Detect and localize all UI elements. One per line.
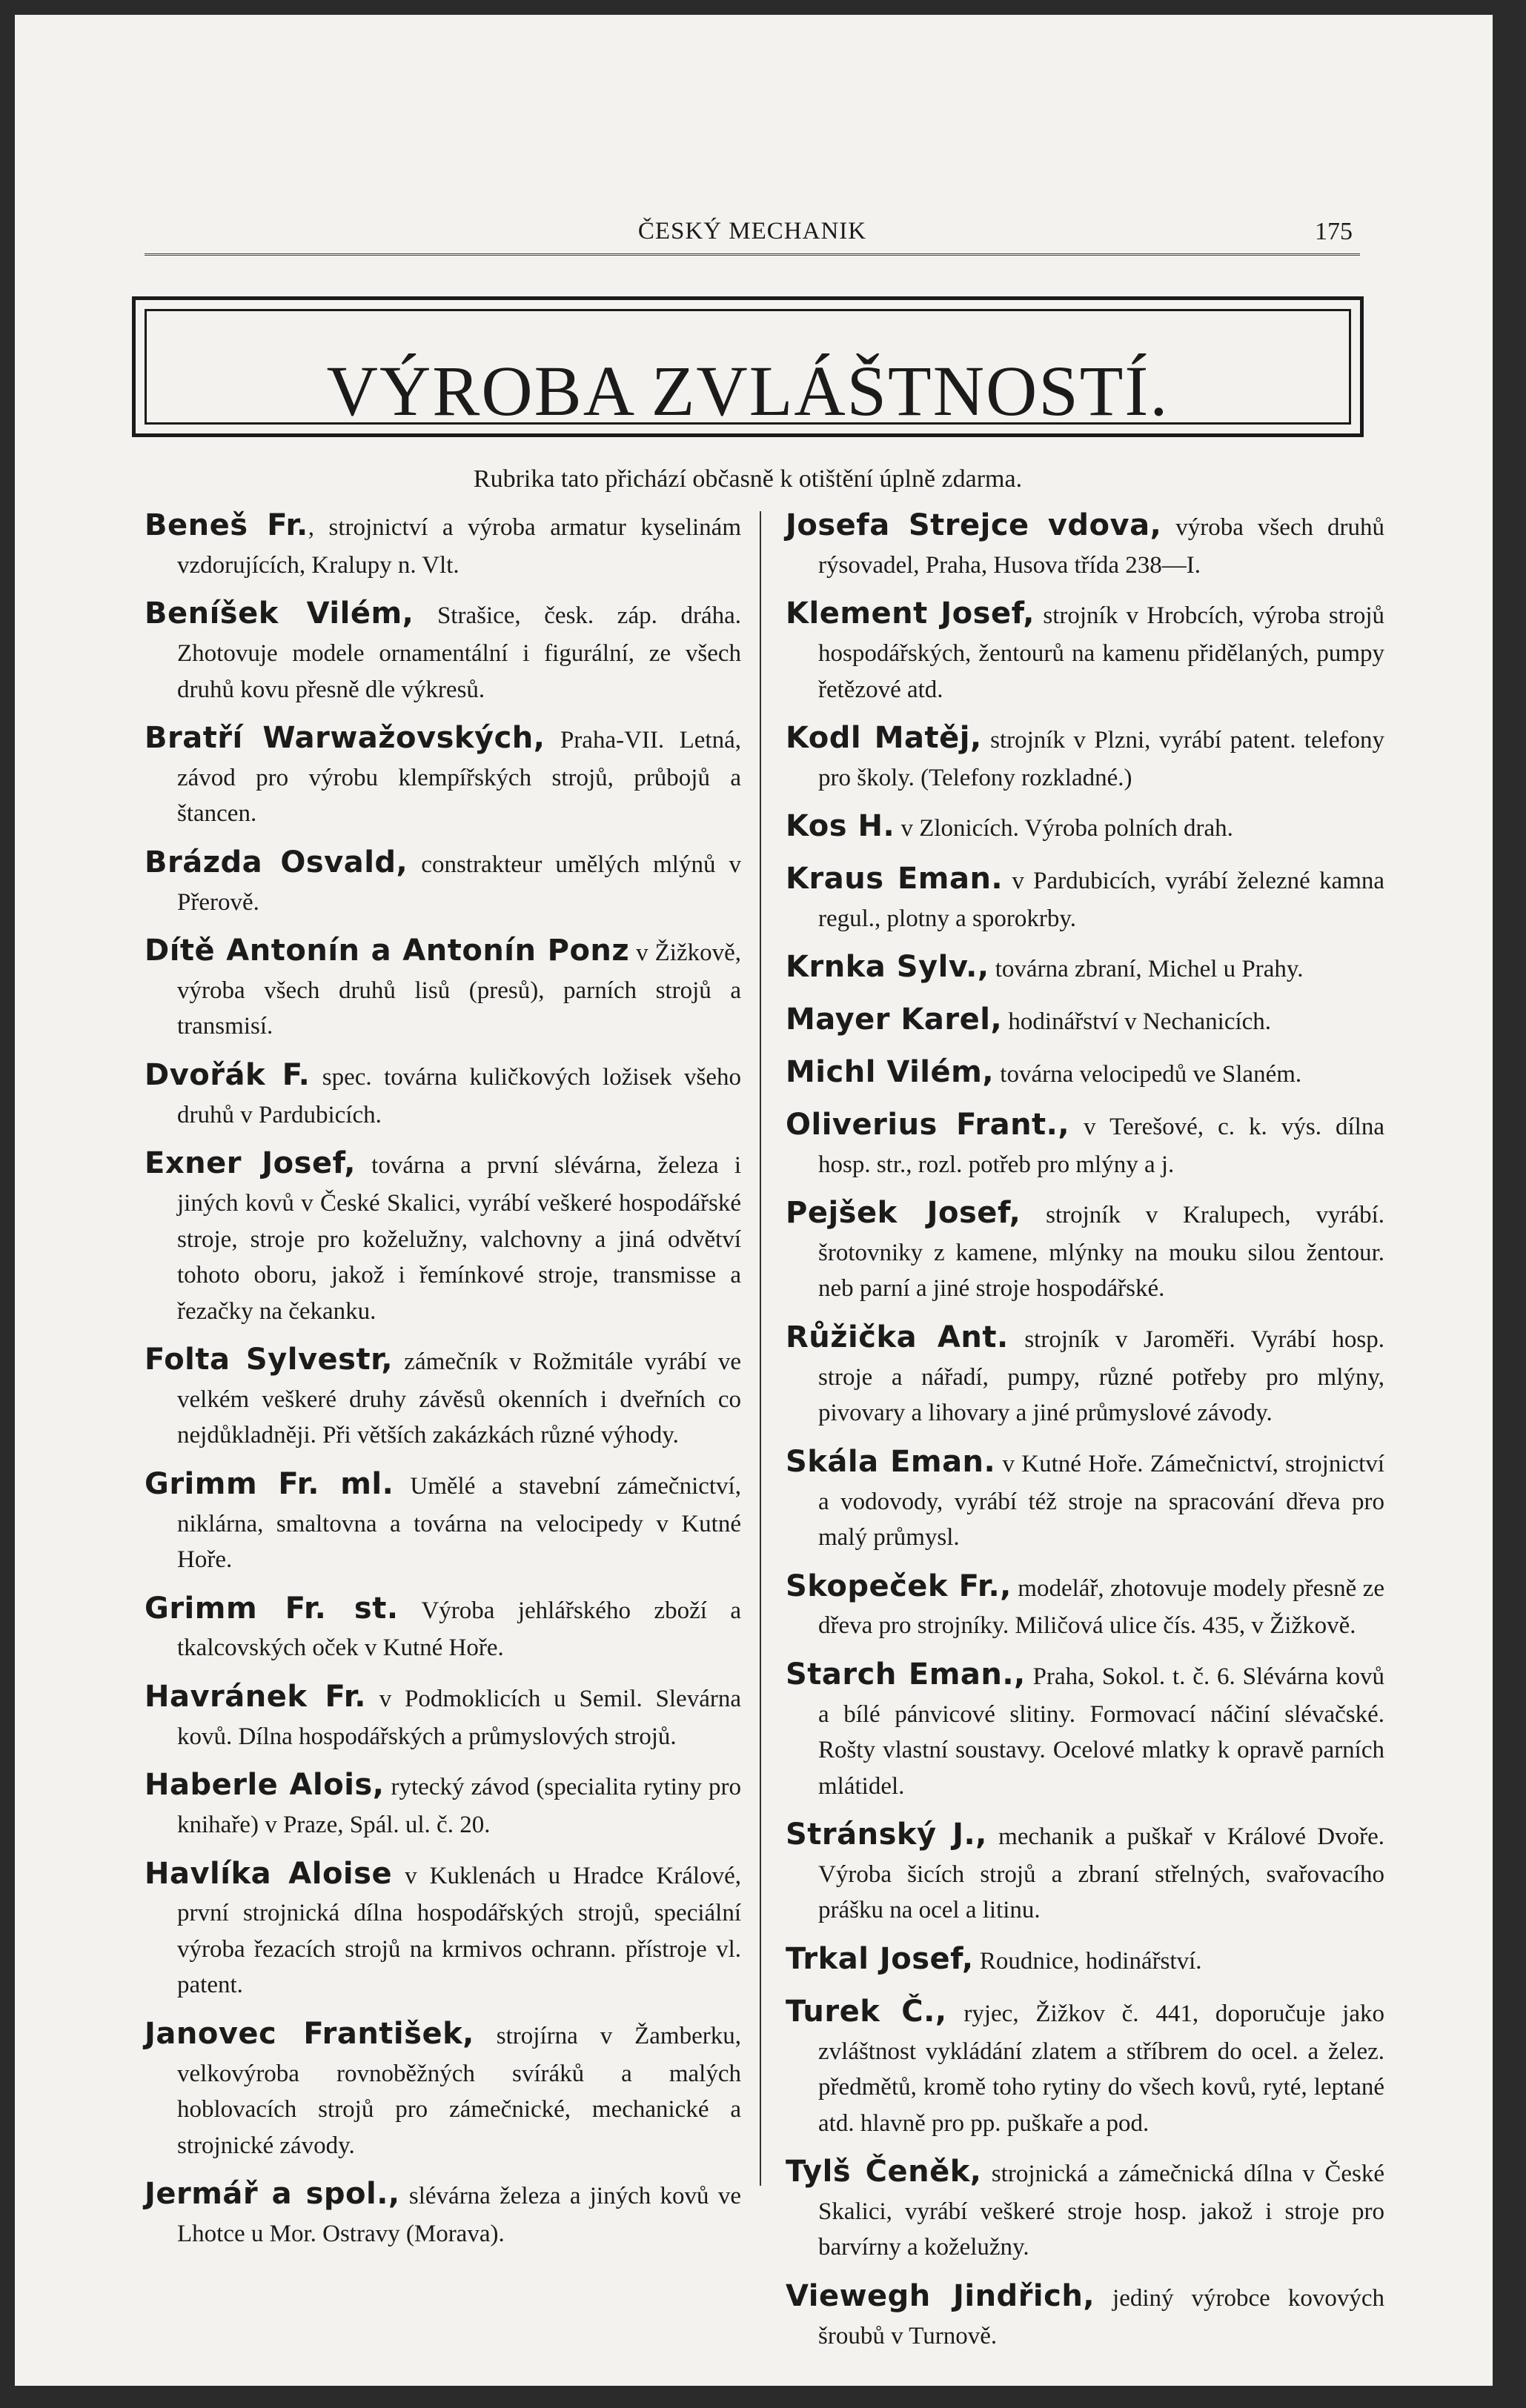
entry-description: slévárna železa a jiných kovů ve Lhotce u Mor. Ostravy (Morava). bbox=[177, 2183, 741, 2247]
entry-name: Bratří Warwažovských, bbox=[145, 721, 545, 756]
entry-name: Oliverius Frant., bbox=[786, 1107, 1070, 1142]
directory-entry bbox=[786, 998, 1384, 1042]
entry-name: Jermář a spol., bbox=[145, 2177, 400, 2212]
entry-name: Turek Č., bbox=[786, 1994, 947, 2029]
directory-entry bbox=[786, 2150, 1384, 2266]
entry-name: Havlíka Aloise bbox=[145, 1856, 393, 1891]
section-headline: VÝROBA ZVLÁŠTNOSTÍ. bbox=[326, 351, 1170, 430]
running-header bbox=[145, 209, 1360, 256]
directory-entry bbox=[145, 841, 741, 920]
entry-name: Viewegh Jindřich, bbox=[786, 2278, 1095, 2313]
entry-description: constrakteur umělých mlýnů v Přerově. bbox=[177, 851, 741, 916]
entry-name: Michl Vilém, bbox=[786, 1055, 995, 1090]
entry-name: Pejšek Josef, bbox=[786, 1196, 1021, 1231]
entry-name: Skopeček Fr., bbox=[786, 1569, 1012, 1603]
directory-entry bbox=[145, 504, 741, 583]
left-column bbox=[145, 504, 741, 2261]
entry-name: Josefa Strejce vdova, bbox=[786, 508, 1162, 542]
directory-entry bbox=[786, 857, 1384, 937]
entry-description: Praha-VII. Letná, závod pro výrobu klempířských strojů, průbojů a štancen. bbox=[177, 727, 741, 828]
entry-name: Kraus Eman. bbox=[786, 862, 1003, 897]
directory-entry bbox=[145, 1338, 741, 1454]
headline-frame bbox=[132, 296, 1364, 437]
entry-name: Kodl Matěj, bbox=[786, 721, 982, 756]
entry-description: strojník v Plzni, vyrábí patent. telefony pro školy. (Telefony rozkladné.) bbox=[818, 727, 1385, 791]
entry-description: v Zlonicích. Výroba polních drah. bbox=[895, 815, 1233, 842]
entry-name: Grimm Fr. st. bbox=[145, 1591, 399, 1626]
entry-name: Skála Eman. bbox=[786, 1444, 996, 1479]
entry-description: Roudnice, hodinářství. bbox=[973, 1947, 1202, 1975]
entry-description: továrna velocipedů ve Slaném. bbox=[994, 1061, 1302, 1088]
entry-description: strojnická a zámečnická dílna v České Skalici, vyrábí veškeré stroje hosp. jakož i stroje pro barvírny a koželužny. bbox=[818, 2161, 1384, 2261]
directory-entry bbox=[145, 716, 741, 832]
directory-entry bbox=[786, 716, 1384, 796]
entry-description: v Pardubicích, vyrábí železné kamna regul., plotny a sporokrby. bbox=[818, 868, 1385, 932]
directory-entry bbox=[145, 1675, 741, 1755]
entry-description: strojírna v Žamberku, velkovýroba rovnoběžných svíráků a malých hoblovacích strojů pro zámečnické, mechanické a strojnické závody. bbox=[177, 2022, 741, 2159]
entry-name: Dítě Antonín a Antonín Ponz bbox=[145, 934, 630, 968]
entry-name: Mayer Karel, bbox=[786, 1002, 1003, 1037]
directory-entry bbox=[145, 1852, 741, 2003]
entry-name: Klement Josef, bbox=[786, 596, 1035, 631]
directory-entry bbox=[145, 592, 741, 708]
entry-description: továrna a první slévárna, železa i jiných kovů v České Skalici, vyrábí veškeré hospodářské stroje, stroje pro koželužny, valchovny a jiná odvětví tohoto oboru, jakož i řemínkové stroje, transmisse a řezačky na čekanku. bbox=[177, 1152, 741, 1325]
directory-entry bbox=[786, 2275, 1384, 2354]
entry-name: Stránský J., bbox=[786, 1817, 987, 1852]
entry-name: Starch Eman., bbox=[786, 1657, 1026, 1692]
entry-name: Grimm Fr. ml. bbox=[145, 1466, 394, 1501]
directory-entry bbox=[145, 929, 741, 1045]
directory-entry bbox=[786, 945, 1384, 989]
directory-entry bbox=[786, 1565, 1384, 1644]
entry-description: v Podmoklicích u Semil. Slevárna kovů. Dílna hospodářských a průmyslových strojů. bbox=[177, 1685, 741, 1750]
entry-description: hodinářství v Nechanicích. bbox=[1002, 1008, 1272, 1036]
directory-entry bbox=[786, 504, 1384, 583]
entry-name: Trkal Josef, bbox=[786, 1941, 974, 1976]
entry-description: Umělé a stavební zámečnictví, niklárna, smaltovna a továrna na velocipedy v Kutné Hoře. bbox=[177, 1472, 741, 1574]
rubric-note: Rubrika tato přichází občasně k otištění úplně zdarma. bbox=[473, 465, 1023, 493]
entry-description: jediný výrobce kovových šroubů v Turnově. bbox=[818, 2284, 1384, 2349]
entry-name: Tylš Čeněk, bbox=[786, 2155, 982, 2189]
entry-name: Kos H. bbox=[786, 809, 895, 844]
entry-description: strojník v Hrobcích, výroba strojů hospodářských, žentourů na kamenu přidělaných, pumpy řetězové atd. bbox=[818, 602, 1384, 703]
entry-description: spec. továrna kuličkových ložisek všeho druhů v Pardubicích. bbox=[177, 1063, 741, 1128]
entry-description: modelář, zhotovuje modely přesně ze dřeva pro strojníky. Miličová ulice čís. 435, v Žižkově. bbox=[818, 1574, 1384, 1640]
entry-name: Folta Sylvestr, bbox=[145, 1343, 394, 1377]
entry-description: v Kutné Hoře. Zámečnictví, strojnictví a vodovody, vyrábí též stroje na spracování dřeva pro malý průmysl. bbox=[818, 1450, 1384, 1551]
directory-entry bbox=[145, 1463, 741, 1578]
entry-name: Beníšek Vilém, bbox=[145, 596, 414, 631]
directory-entry bbox=[786, 1051, 1384, 1094]
entry-name: Exner Josef, bbox=[145, 1146, 356, 1181]
entry-description: výroba všech druhů rýsovadel, Praha, Husova třída 238—I. bbox=[818, 514, 1384, 579]
directory-entry bbox=[145, 1054, 741, 1133]
headline-inner-frame bbox=[145, 309, 1351, 430]
entry-name: Brázda Osvald, bbox=[145, 845, 408, 879]
entry-description: ryjec, Žižkov č. 441, doporučuje jako zvláštnost vykládání zlatem a stříbrem do ocel. a želez. předmětů, kromě toho rytiny do všech kovů, ryté, leptané atd. hlavně pro pp. puškaře a pod. bbox=[818, 2000, 1384, 2137]
column-divider bbox=[760, 511, 761, 2186]
entry-description: v Žižkově, výroba všech druhů lisů (presů), parních strojů a transmisí. bbox=[177, 939, 741, 1040]
entry-name: Krnka Sylv., bbox=[786, 950, 989, 985]
page-sheet bbox=[15, 15, 1493, 2386]
entry-name: Růžička Ant. bbox=[786, 1320, 1009, 1354]
directory-entry bbox=[145, 2172, 741, 2252]
right-column bbox=[786, 504, 1384, 2363]
directory-entry bbox=[786, 805, 1384, 848]
entry-name: Havránek Fr. bbox=[145, 1679, 366, 1714]
entry-name: Dvořák F. bbox=[145, 1057, 311, 1092]
entry-description: strojník v Kralupech, vyrábí. šrotovniky z kamene, mlýnky na mouku silou žentour. neb parní a jiné stroje hospodářské. bbox=[818, 1202, 1384, 1303]
running-title: ČESKÝ MECHANIK bbox=[637, 218, 867, 245]
directory-entry bbox=[145, 1587, 741, 1666]
entry-description: strojník v Jaroměři. Vyrábí hosp. stroje a nářadí, pumpy, různé potřeby pro mlýny, pivovary a lihovary a jiné průmyslové závody. bbox=[818, 1326, 1385, 1427]
directory-entry bbox=[145, 2012, 741, 2163]
entry-description: v Kuklenách u Hradce Králové, první strojnická dílna hospodářských strojů, speciální výroba řezacích strojů na krmivos ochrann. přístroje vl. patent. bbox=[177, 1862, 741, 1999]
entry-description: v Terešové, c. k. výs. dílna hosp. str., rozl. potřeb pro mlýny a j. bbox=[818, 1113, 1384, 1178]
entry-description: rytecký závod (specialita rytiny pro knihaře) v Praze, Spál. ul. č. 20. bbox=[177, 1774, 741, 1839]
directory-entry bbox=[786, 1440, 1384, 1556]
directory-entry bbox=[786, 1316, 1384, 1431]
page-number: 175 bbox=[1315, 218, 1353, 245]
directory-entry bbox=[786, 1813, 1384, 1929]
entry-description: mechanik a puškař v Králové Dvoře. Výroba šicích strojů a zbraní střelných, svařovacího prášku na ocel a litinu. bbox=[818, 1823, 1385, 1924]
entry-description: zámečník v Rožmitále vyrábí ve velkém veškeré druhy závěsů okenních i dveřních co nejdůkladněji. Při větších zakázkách různé výhody. bbox=[177, 1348, 741, 1449]
entry-description: Strašice, česk. záp. dráha. Zhotovuje modele ornamentální i figurální, ze všech druhů kovu přesně dle výkresů. bbox=[177, 602, 741, 703]
directory-entry bbox=[786, 592, 1384, 708]
directory-entry bbox=[786, 1990, 1384, 2141]
entry-name: Janovec František, bbox=[145, 2016, 474, 2051]
entry-description: , strojnictví a výroba armatur kyselinám vzdorujících, Kralupy n. Vlt. bbox=[177, 514, 741, 579]
entry-description: továrna zbraní, Michel u Prahy. bbox=[989, 956, 1304, 983]
directory-entry bbox=[786, 1191, 1384, 1307]
directory-entry bbox=[786, 1103, 1384, 1183]
directory-entry bbox=[145, 1763, 741, 1843]
directory-entry bbox=[145, 1142, 741, 1329]
directory-entry bbox=[786, 1938, 1384, 1981]
entry-description: Praha, Sokol. t. č. 6. Slévárna kovů a bílé pánvicové slitiny. Formovací náčiní slévačské. Rošty vlastní soustavy. Ocelové mlatky k opravě parních mlátidel. bbox=[818, 1663, 1384, 1800]
entry-name: Haberle Alois, bbox=[145, 1768, 385, 1803]
entry-description: Výroba jehlářského zboží a tkalcovských oček v Kutné Hoře. bbox=[177, 1597, 741, 1662]
entry-name: Beneš Fr. bbox=[145, 508, 308, 542]
directory-entry bbox=[786, 1653, 1384, 1804]
